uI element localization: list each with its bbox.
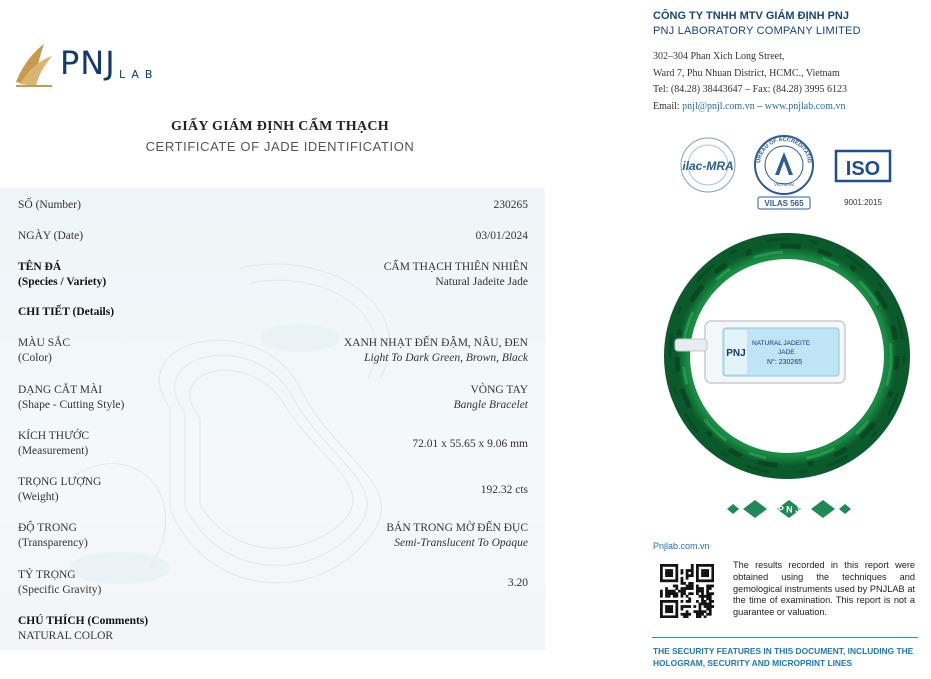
measurement-label-en: (Measurement) <box>18 445 89 457</box>
species-value-en: Natural Jadeite Jade <box>435 276 528 288</box>
guilloche-background <box>0 188 545 650</box>
logo-lab: LAB <box>119 68 159 81</box>
vilas-text: VILAS 565 <box>764 199 804 208</box>
shape-label-en: (Shape - Cutting Style) <box>18 399 125 411</box>
disclaimer-text: The results recorded in this report were obtained using the techniques and gemological instruments used by PNJLAB at the time of examination. This report is not a guarantee or valuation. <box>733 560 915 618</box>
date-value: 03/01/2024 <box>475 230 528 242</box>
accreditation-badges <box>678 135 928 215</box>
phone-fax: Tel: (84.28) 38443647 – Fax: (84.28) 3995 6123 <box>653 84 848 95</box>
color-value-en: Light To Dark Green, Brown, Black <box>364 352 528 364</box>
title-english: CERTIFICATE OF JADE IDENTIFICATION <box>145 139 415 154</box>
ornament-text: P N J <box>777 504 801 515</box>
shape-value-en: Bangle Bracelet <box>453 399 528 411</box>
boa-arc-text: UREAU OF ACCREDITATIO <box>756 136 812 164</box>
weight-label-en: (Weight) <box>18 491 59 503</box>
ilac-mra-badge <box>681 138 735 192</box>
weight-value: 192.32 cts <box>480 484 528 496</box>
logo-brand: PNJ <box>60 44 116 82</box>
number-value: 230265 <box>493 199 528 211</box>
measurement-label-vi: KÍCH THƯỚC <box>18 430 90 442</box>
security-notice: THE SECURITY FEATURES IN THIS DOCUMENT, INCLUDING THE HOLOGRAM, SECURITY AND MICROPRINT LINES <box>653 646 914 668</box>
email-label: Email: <box>653 100 680 112</box>
contact-line <box>653 99 847 116</box>
security-divider <box>652 637 918 638</box>
company-name-en: PNJ LABORATORY COMPANY LIMITED <box>653 25 861 37</box>
tag-brand: PNJ <box>726 348 746 359</box>
email-link[interactable]: pnjl@pnjl.com.vn <box>682 100 755 112</box>
color-label-en: (Color) <box>18 352 52 364</box>
species-label-en: (Species / Variety) <box>18 276 107 288</box>
website-link[interactable]: www.pnjlab.com.vn <box>764 100 846 112</box>
iso-number: 9001:2015 <box>844 198 882 207</box>
shape-label-vi: DẠNG CẮT MÀI <box>18 384 103 396</box>
species-label-vi: TÊN ĐÁ <box>18 261 62 273</box>
transparency-value-en: Semi-Translucent To Opaque <box>394 537 528 549</box>
tag-line-1: NATURAL JADEITE <box>752 340 811 347</box>
transparency-value-vi: BÁN TRONG MỜ ĐẾN ĐỤC <box>386 522 528 534</box>
boa-country: VIETNAM <box>773 182 795 187</box>
comments-label: CHÚ THÍCH (Comments) <box>18 615 149 627</box>
pnj-ornament <box>727 498 851 520</box>
species-value-vi: CẨM THẠCH THIÊN NHIÊN <box>383 261 528 273</box>
address-line-2: Ward 7, Phu Nhuan District, HCMC., Vietnam <box>653 67 840 79</box>
address-line-1: 302–304 Phan Xich Long Street, <box>653 51 785 62</box>
measurement-value: 72.01 x 55.65 x 9.06 mm <box>412 438 528 450</box>
contact-separator: – <box>757 100 763 112</box>
transparency-label-en: (Transparency) <box>18 537 88 549</box>
color-value-vi: XANH NHẠT ĐẾN ĐẬM, NÂU, ĐEN <box>343 337 528 349</box>
qr-code[interactable] <box>660 564 714 618</box>
title-vietnamese: GIẤY GIÁM ĐỊNH CẨM THẠCH <box>171 119 389 134</box>
footer-site[interactable]: Pnjlab.com.vn <box>653 541 710 551</box>
company-address <box>653 49 847 115</box>
iso-text: ISO <box>845 158 881 180</box>
gravity-value: 3.20 <box>507 577 528 589</box>
tag-line-3: N°: 230265 <box>767 359 803 366</box>
gravity-label-vi: TỶ TRỌNG <box>18 569 76 581</box>
number-label: SỐ (Number) <box>18 199 81 211</box>
company-name-vi: CÔNG TY TNHH MTV GIÁM ĐỊNH PNJ <box>653 10 849 22</box>
transparency-label-vi: ĐỘ TRONG <box>18 522 77 534</box>
date-label: NGÀY (Date) <box>18 230 84 242</box>
ilac-text: ilac-MRA <box>682 159 734 173</box>
pnj-lab-logo <box>14 40 194 92</box>
details-label: CHI TIẾT (Details) <box>18 306 115 318</box>
weight-label-vi: TRỌNG LƯỢNG <box>18 476 102 488</box>
iso-badge <box>836 151 890 207</box>
jade-bangle-photo <box>663 233 911 479</box>
gravity-label-en: (Specific Gravity) <box>18 584 102 596</box>
color-label-vi: MÀU SẮC <box>18 337 71 349</box>
company-name <box>653 10 861 37</box>
shape-value-vi: VÒNG TAY <box>470 384 528 396</box>
comments-value: NATURAL COLOR <box>18 630 114 642</box>
tag-line-2: JADE <box>778 349 795 356</box>
pnj-sail-icon <box>14 42 54 88</box>
product-tag <box>675 321 845 383</box>
